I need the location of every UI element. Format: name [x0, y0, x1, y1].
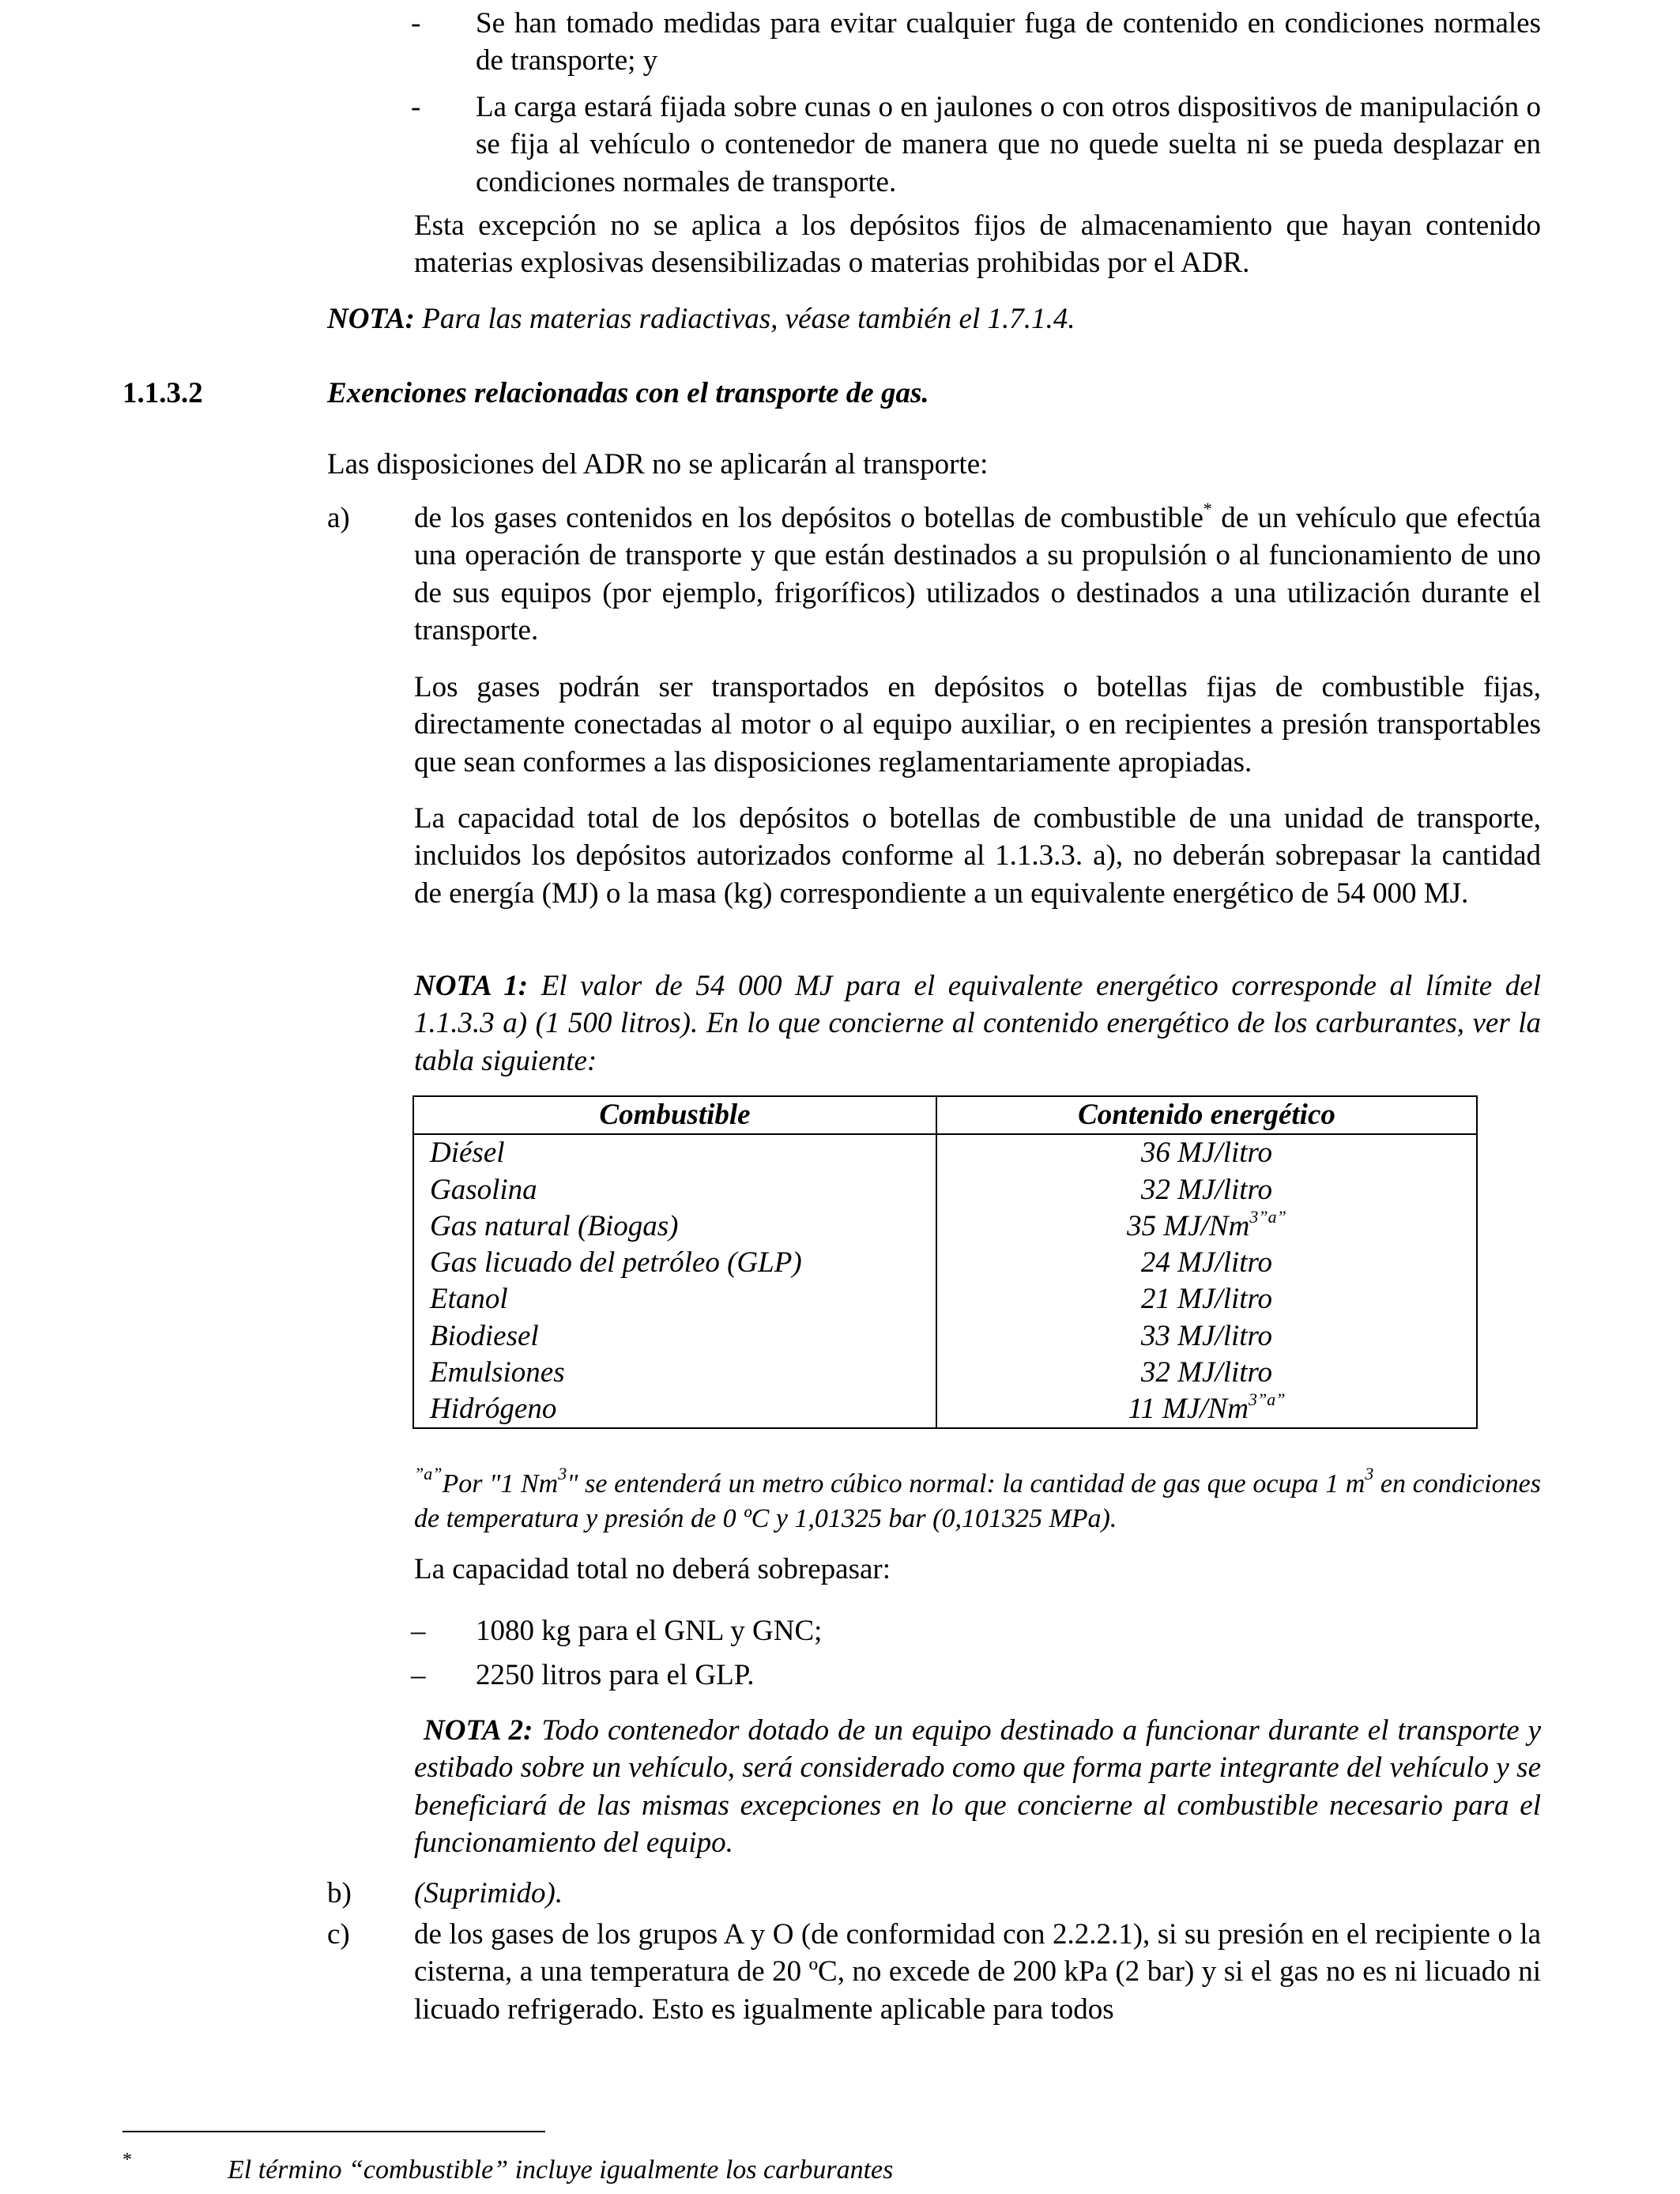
table-row	[413, 1134, 1477, 1171]
list-item-a	[327, 499, 1541, 649]
table-row	[413, 1208, 1477, 1245]
table-note: $^{”a”}$Por "1 Nm$^3$" se entenderá un metro cúbico normal: la cantidad de gas que ocupa 1 $m^3$ en condiciones de temperatura y presión de 0 ºC y 1,01325 bar (0,101325 MPa).	[414, 1464, 1541, 1533]
list-item	[411, 1612, 1541, 1649]
energy-cell: 36 MJ/litro	[936, 1134, 1477, 1171]
list-bullet: –	[411, 1615, 426, 1647]
list-bullet: -	[411, 91, 421, 123]
energy-cell: 32 MJ/litro	[936, 1355, 1477, 1391]
list-item-text: Se han tomado medidas para evitar cualquier fuga de contenido en condiciones normales de transporte; y	[476, 7, 1541, 77]
column-header: Combustible	[413, 1096, 936, 1134]
energy-cell: 11 $MJ/Nm^{3”a”}$	[936, 1391, 1477, 1428]
fuel-cell: Emulsiones	[413, 1355, 936, 1391]
note-text: Todo contenedor dotado de un equipo destinado a funcionar durante el transporte y estibado sobre un vehículo, será considerado como que forma parte integrante del vehículo y se beneficiará de las mismas excepciones en lo que concierne al combustible necesario para el funcionamiento del equipo.	[414, 1714, 1541, 1860]
list-item-c	[327, 1916, 1541, 2028]
note-radiactivas	[327, 300, 1541, 337]
list-item-b	[327, 1875, 1541, 1912]
list-bullet: -	[411, 7, 421, 40]
footnote-separator	[122, 2131, 545, 2132]
list-item-text: (Suprimido).	[414, 1877, 563, 1909]
list-bullet: –	[411, 1659, 426, 1691]
footnote-mark: *	[122, 2150, 132, 2170]
energy-cell: 33 MJ/litro	[936, 1318, 1477, 1355]
list-item	[411, 89, 1541, 201]
table-row	[413, 1281, 1477, 1318]
fuel-cell: Etanol	[413, 1281, 936, 1318]
note-label: NOTA 2:	[424, 1714, 533, 1747]
fuel-cell: Hidrógeno	[413, 1391, 936, 1428]
fuel-energy-table	[412, 1095, 1478, 1429]
capacity-paragraph: La capacidad total de los depósitos o botellas de combustible de una unidad de transporte, incluidos los depósitos autorizados conforme al 1.1.3.3. a), no deberán sobrepasar la cantidad de energía (MJ) o la masa (kg) correspondiente a un equivalente energético de 54 000 MJ.	[414, 802, 1541, 910]
fuel-cell: Biodiesel	[413, 1318, 936, 1355]
energy-cell: 32 MJ/litro	[936, 1172, 1477, 1208]
table-note-mark: ”a”	[414, 1464, 443, 1483]
list-letter: a)	[327, 502, 350, 534]
footnote-ref[interactable]: *	[1203, 499, 1212, 518]
energy-cell: 21 MJ/litro	[936, 1281, 1477, 1318]
list-item-text: de los gases de los grupos A y O (de conformidad con 2.2.2.1), si su presión en el recipiente o la cisterna, a una temperatura de 20 ºC, no excede de 200 kPa (2 bar) y si el gas no es ni licuado ni licuado refrigerado. Esto es igualmente aplicable para todos	[414, 1918, 1541, 2026]
list-item	[411, 5, 1541, 80]
energy-cell: 35 $MJ/Nm^{3”a”}$	[936, 1208, 1477, 1245]
table-row	[413, 1318, 1477, 1355]
note-label: NOTA:	[327, 303, 415, 335]
table-header-row	[413, 1096, 1477, 1134]
table-row	[413, 1245, 1477, 1281]
list-letter: b)	[327, 1877, 352, 1909]
capacity-intro: La capacidad total no deberá sobrepasar:	[414, 1553, 891, 1585]
note-2	[414, 1712, 1541, 1861]
note-text: El valor de 54 000 MJ para el equivalente energético corresponde al límite del 1.1.3.3 a) (1 500 litros). En lo que concierne al contenido energético de los carburantes, ver la tabla siguiente:	[414, 970, 1541, 1077]
table-row	[413, 1391, 1477, 1428]
list-item-text	[414, 499, 1541, 649]
list-letter: c)	[327, 1918, 350, 1951]
gases-paragraph: Los gases podrán ser transportados en depósitos o botellas fijas de combustible fijas, directamente conectadas al motor o al equipo auxiliar, o en recipientes a presión transportables que sean conformes a las disposiciones reglamentariamente apropiadas.	[414, 671, 1541, 778]
table-row	[413, 1172, 1477, 1208]
fuel-cell: Gasolina	[413, 1172, 936, 1208]
fuel-cell: Gas natural (Biogas)	[413, 1208, 936, 1245]
fuel-cell: Gas licuado del petróleo (GLP)	[413, 1245, 936, 1281]
exception-paragraph: Esta excepción no se aplica a los depósitos fijos de almacenamiento que hayan contenido materias explosivas desensibilizadas o materias prohibidas por el ADR.	[414, 209, 1541, 280]
note-text: Para las materias radiactivas, véase también el 1.7.1.4.	[415, 303, 1075, 335]
note-label: NOTA 1:	[414, 970, 529, 1002]
list-item-text: La carga estará fijada sobre cunas o en jaulones o con otros dispositivos de manipulación o se fija al vehículo o contenedor de manera que no quede suelta ni se pueda desplazar en condiciones normales de transporte.	[476, 91, 1541, 198]
list-item-text: 1080 kg para el GNL y GNC;	[476, 1615, 823, 1647]
section-number: 1.1.3.2	[122, 377, 203, 409]
energy-cell: 24 MJ/litro	[936, 1245, 1477, 1281]
column-header: Contenido energético	[936, 1096, 1477, 1134]
list-item	[411, 1657, 1541, 1694]
footnote-text: El término “combustible” incluye igualmente los carburantes	[228, 2155, 894, 2185]
section-title: Exenciones relacionadas con el transporte de gas.	[327, 377, 929, 409]
fuel-cell: Diésel	[413, 1134, 936, 1171]
text-segment: de un vehículo que efectúa una operación de transporte y que están destinados a su propulsión o al funcionamiento de uno de sus equipos (por ejemplo, frigoríficos) utilizados o destinados a una utilización durante el transporte.	[414, 502, 1541, 647]
text-segment: de los gases contenidos en los depósitos o botellas de combustible	[414, 502, 1203, 534]
table-row	[413, 1355, 1477, 1391]
list-item-text: 2250 litros para el GLP.	[476, 1659, 755, 1691]
note-1	[414, 967, 1541, 1080]
intro-paragraph: Las disposiciones del ADR no se aplicarán al transporte:	[327, 448, 989, 481]
